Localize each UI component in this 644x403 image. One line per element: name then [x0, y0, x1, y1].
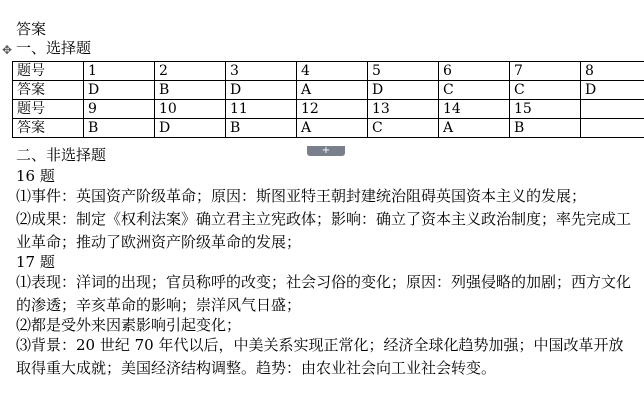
- table-cell: 8: [581, 62, 644, 81]
- table-cell: 2: [155, 62, 226, 81]
- doc-title: 答案: [16, 20, 47, 38]
- table-cell: 4: [297, 62, 368, 81]
- q17-answer-1: ⑴表现：洋词的出现；官员称呼的改变；社会习俗的变化；原因：列强侵略的加剧；西方文化的渗透；辛亥革命的影响；崇洋风气日盛；: [16, 273, 632, 314]
- table-cell: 9: [84, 100, 155, 119]
- move-arrows-icon[interactable]: ✥: [2, 43, 13, 57]
- table-cell: 5: [368, 62, 439, 81]
- plus-icon[interactable]: +: [307, 146, 345, 156]
- table-cell: 12: [297, 100, 368, 119]
- table-cell: B: [510, 119, 581, 138]
- table-cell: 7: [510, 62, 581, 81]
- table-cell: A: [297, 81, 368, 100]
- table-cell: D: [226, 81, 297, 100]
- q16-answer-2: ⑵成果：制定《权利法案》确立君主立宪政体；影响：确立了资本主义政治制度；率先完成工业革命；推动了欧洲资产阶级革命的发展；: [16, 210, 632, 251]
- table-cell: 13: [368, 100, 439, 119]
- table-cell: [581, 119, 644, 138]
- q17-answer-3: ⑶背景：20 世纪 70 年代以后，中美关系实现正常化；经济全球化趋势加强；中国改革开放取得重大成就；美国经济结构调整。趋势：由农业社会向工业社会转变。: [16, 336, 624, 377]
- table-cell: B: [84, 119, 155, 138]
- table-cell: 10: [155, 100, 226, 119]
- table-cell: A: [297, 119, 368, 138]
- question-17-heading: 17 题: [16, 253, 55, 271]
- q17-answer-2: ⑵都是受外来因素影响引起变化；: [16, 316, 242, 334]
- table-cell: B: [226, 119, 297, 138]
- table-row: [13, 100, 644, 119]
- table-cell: D: [581, 81, 644, 100]
- table-cell: D: [155, 119, 226, 138]
- table-cell: 15: [510, 100, 581, 119]
- table-cell: C: [510, 81, 581, 100]
- q16-answer-1: ⑴事件：英国资产阶级革命；原因：斯图亚特王朝封建统治阻碍英国资本主义的发展；: [16, 187, 587, 205]
- table-cell: D: [84, 81, 155, 100]
- table-cell: 14: [439, 100, 510, 119]
- table-cell: [581, 100, 644, 119]
- table-cell: C: [368, 119, 439, 138]
- table-cell: 题号: [13, 100, 84, 119]
- table-cell: 6: [439, 62, 510, 81]
- table-cell: 题号: [13, 62, 84, 81]
- table-cell: D: [368, 81, 439, 100]
- table-cell: 3: [226, 62, 297, 81]
- table-cell: A: [439, 119, 510, 138]
- table-cell: 11: [226, 100, 297, 119]
- table-cell: 答案: [13, 119, 84, 138]
- table-cell: 1: [84, 62, 155, 81]
- section-heading-choice: 一、选择题: [16, 39, 92, 57]
- table-row: [13, 81, 644, 100]
- question-16-heading: 16 题: [16, 167, 55, 185]
- answer-table: [12, 61, 644, 138]
- table-cell: C: [439, 81, 510, 100]
- table-row: [13, 119, 644, 138]
- section-heading-nonchoice: 二、非选择题: [16, 146, 107, 164]
- table-cell: B: [155, 81, 226, 100]
- table-cell: 答案: [13, 81, 84, 100]
- table-row: [13, 62, 644, 81]
